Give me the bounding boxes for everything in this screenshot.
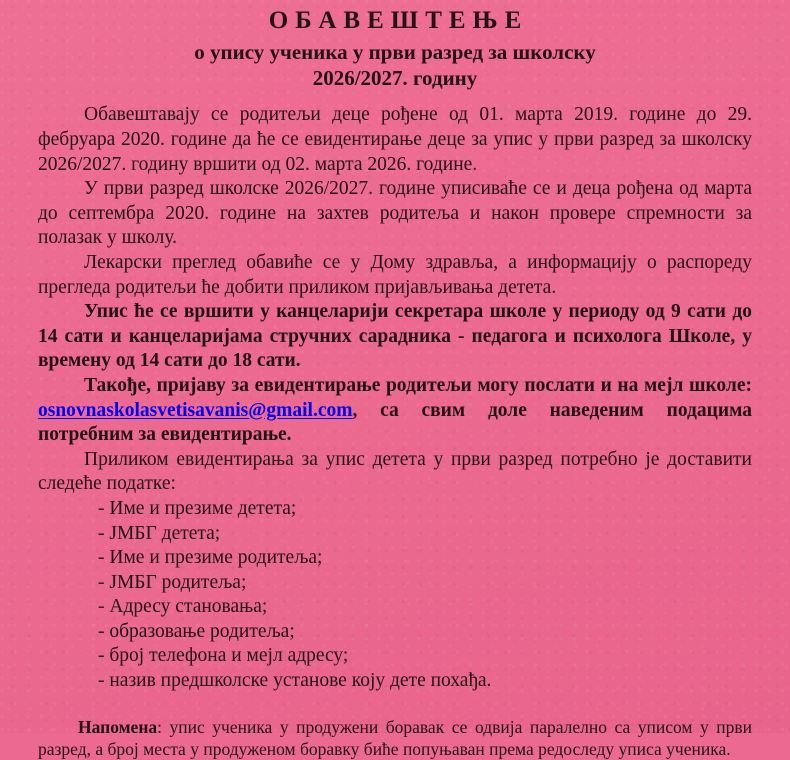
note-text: : упис ученика у продужени боравак се одвија паралелно са уписом у први разред, а број места у продуженом боравку биће попуњаван према редоследу уписа ученика. (38, 716, 752, 759)
list-item: - назив предшколске установе коју дете похађа. (98, 670, 492, 692)
paragraph-required-documents-intro: Приликом евидентирања за упис детета у први разред потребно је доставити следеће податке: (38, 448, 752, 495)
title-block (38, 0, 752, 91)
list-item: - ЈМБГ родитеља; (98, 571, 247, 593)
list-item: - Име и презиме родитеља; (98, 547, 323, 569)
list-item: - образовање родитеља; (98, 620, 295, 642)
email-paragraph-suffix: , са свим доле наведеним подацима потребним за евидентирање. (38, 399, 752, 446)
page-subtitle (38, 39, 752, 92)
required-data-list (38, 497, 752, 694)
note-paragraph (38, 716, 752, 760)
list-item: - Адресу становања; (98, 596, 268, 618)
list-item: - ЈМБГ детета; (98, 522, 221, 544)
paragraph-medical-exam: Лекарски преглед обавиће се у Дому здравља, а информацију о распореду прегледа родитељи ће добити приликом пријављивања детета. (38, 251, 752, 298)
email-paragraph-prefix: Такође, пријаву за евидентирање родитељи могу послати и на мејл школе: (84, 374, 752, 396)
page-subtitle-line-1: о упису ученика у први разред за школску (194, 39, 596, 64)
paragraph-enrollment-hours: Упис ће се вршити у канцеларији секретара школе у периоду од 9 сати до 14 сати и канцеларијама стручних сарадника - педагога и психолога Школе, у времену од 14 сати до 18 сати. (38, 301, 752, 372)
document-content (38, 0, 752, 760)
list-item: - Име и презиме детета; (98, 497, 297, 519)
paragraph-september-children: У први разред школске 2026/2027. године уписиваће се и деца рођена од марта до септембра 2020. године на захтев родитеља и након провере спремности за полазак у школу. (38, 178, 752, 249)
list-item: - број телефона и мејл адресу; (98, 645, 349, 667)
paragraph-email-application (38, 374, 752, 448)
page-title: ОБАВЕШТЕЊЕ (268, 7, 529, 34)
paragraph-birth-dates: Обавештавају се родитељи деце рођене од 01. марта 2019. године до 29. фебруара 2020. године да ће се евидентирање деце за упис у први разред за школску 2026/2027. годину вршити од 02. марта 2026. године. (38, 104, 752, 175)
note-block (38, 716, 752, 760)
school-email-link[interactable]: osnovnaskolasvetisavanis@gmail.com (38, 399, 353, 421)
note-label: Напомена (78, 716, 158, 737)
body-block (38, 103, 752, 759)
page-subtitle-line-2: 2026/2027. годину (312, 65, 478, 90)
